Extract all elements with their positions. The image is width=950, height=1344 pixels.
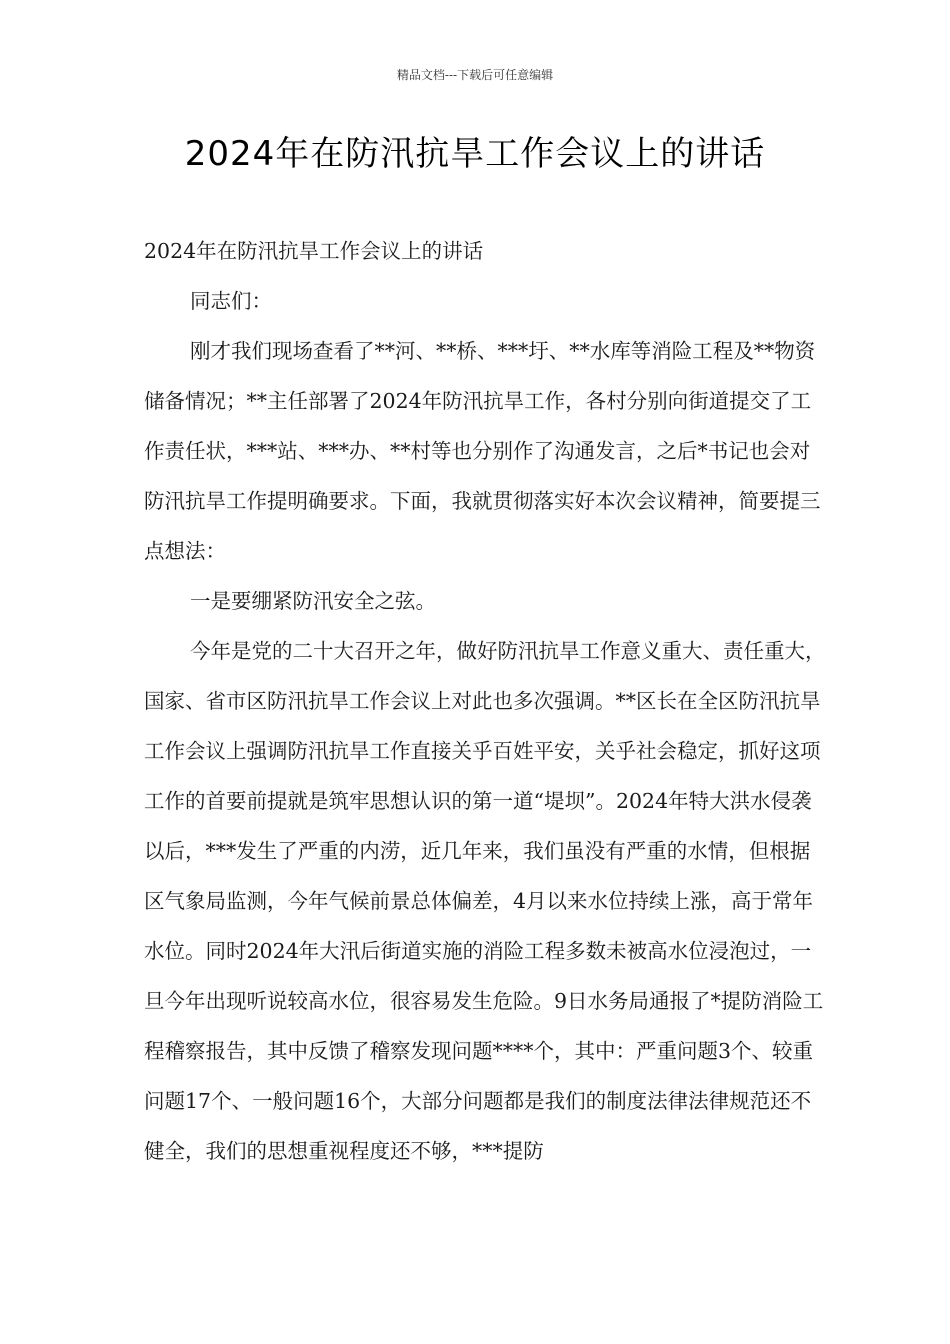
- paragraph-subtitle: 2024年在防汛抗旱工作会议上的讲话: [144, 239, 484, 263]
- paragraph-salutation: 同志们：: [190, 289, 272, 313]
- header-note: 精品文档---下载后可任意编辑: [396, 68, 554, 82]
- document-body: [144, 226, 830, 1176]
- document-title: 2024年在防汛抗旱工作会议上的讲话: [184, 134, 766, 174]
- paragraph-section-heading: 一是要绷紧防汛安全之弦。: [190, 589, 436, 613]
- paragraph-intro: 刚才我们现场查看了**河、**桥、***圩、**水库等消险工程及**物资储备情况；**主任部署了2024年防汛抗旱工作，各村分别向街道提交了工作责任状，***站、***办、**村等也分别作了沟通发言，之后*书记也会对防汛抗旱工作提明确要求。下面，我就贯彻落实好本次会议精神，简要提三点想法：: [144, 339, 821, 563]
- paragraph-body: 今年是党的二十大召开之年，做好防汛抗旱工作意义重大、责任重大，国家、省市区防汛抗旱工作会议上对此也多次强调。**区长在全区防汛抗旱工作会议上强调防汛抗旱工作直接关乎百姓平安，关乎社会稳定，抓好这项工作的首要前提就是筑牢思想认识的第一道“堤坝”。2024年特大洪水侵袭以后，***发生了严重的内涝，近几年来，我们虽没有严重的水情，但根据区气象局监测，今年气候前景总体偏差，4月以来水位持续上涨，高于常年水位。同时2024年大汛后街道实施的消险工程多数未被高水位浸泡过，一旦今年出现听说较高水位，很容易发生危险。9日水务局通报了*提防消险工程稽察报告，其中反馈了稽察发现问题****个，其中：严重问题3个、较重问题17个、一般问题16个，大部分问题都是我们的制度法律法律规范还不健全，我们的思想重视程度还不够，***提防: [144, 639, 826, 1163]
